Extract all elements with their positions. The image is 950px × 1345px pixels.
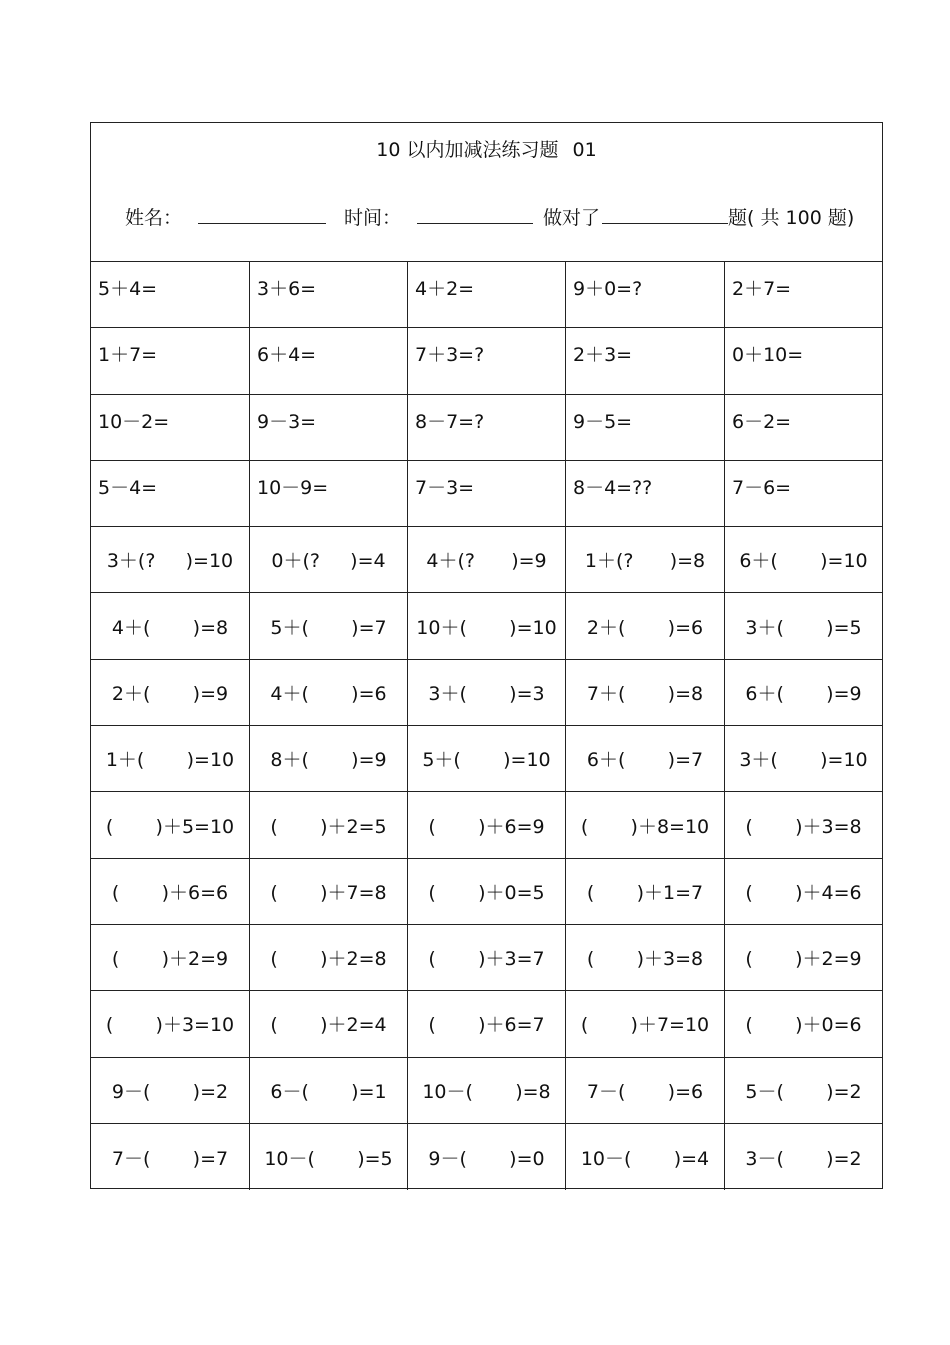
problem-cell: 0＋10=	[725, 328, 882, 394]
problem-cell: ( )＋2=8	[250, 925, 408, 991]
problem-cell: ( )＋3=7	[408, 925, 566, 991]
problem-cell: ( )＋2=5	[250, 792, 408, 858]
problem-cell: 6＋( )=10	[725, 527, 882, 593]
total-label: 题( 共 100 题)	[728, 207, 855, 229]
problem-cell: 9－( )=0	[408, 1124, 566, 1190]
title-number: 01	[572, 139, 597, 161]
problem-cell: 6－2=	[725, 395, 882, 461]
problem-cell: 7＋( )=8	[566, 660, 725, 726]
problem-cell: 5＋( )=7	[250, 593, 408, 659]
problem-cell: 9－5=	[566, 395, 725, 461]
problem-cell: ( )＋6=9	[408, 792, 566, 858]
problem-cell: ( )＋3=10	[91, 991, 250, 1057]
problem-cell: 7－6=	[725, 461, 882, 527]
problem-cell: ( )＋7=10	[566, 991, 725, 1057]
problem-cell: 3＋( )=3	[408, 660, 566, 726]
problem-cell: 10＋( )=10	[408, 593, 566, 659]
problem-cell: 9＋0=?	[566, 262, 725, 328]
problem-cell: 2＋( )=6	[566, 593, 725, 659]
problem-cell: ( )＋3=8	[566, 925, 725, 991]
problem-cell: 4＋2=	[408, 262, 566, 328]
problem-cell: 5－4=	[91, 461, 250, 527]
problem-cell: ( )＋3=8	[725, 792, 882, 858]
problem-cell: 0＋(? )=4	[250, 527, 408, 593]
problem-cell: 2＋7=	[725, 262, 882, 328]
student-info-line	[125, 203, 854, 230]
problem-cell: ( )＋2=9	[91, 925, 250, 991]
problem-cell: 10－( )=5	[250, 1124, 408, 1190]
problem-cell: 1＋(? )=8	[566, 527, 725, 593]
problem-cell: 6－( )=1	[250, 1058, 408, 1124]
problem-cell: ( )＋8=10	[566, 792, 725, 858]
problem-cell: 3＋( )=10	[725, 726, 882, 792]
time-label: 时间：	[344, 207, 402, 229]
problem-cell: 1＋( )=10	[91, 726, 250, 792]
problem-cell: 6＋( )=7	[566, 726, 725, 792]
problem-cell: 3－( )=2	[745, 1147, 862, 1170]
name-label: 姓名：	[125, 207, 183, 229]
problem-cell: ( )＋5=10	[91, 792, 250, 858]
problem-cell: 9－3=	[250, 395, 408, 461]
problem-cell: 4＋( )=6	[250, 660, 408, 726]
problem-cell: 3＋( )=5	[725, 593, 882, 659]
worksheet-title	[91, 135, 882, 162]
problem-cell: 2＋( )=9	[91, 660, 250, 726]
problem-cell: ( )＋2=9	[725, 925, 882, 991]
worksheet	[90, 122, 883, 1189]
correct-label: 做对了	[543, 207, 601, 229]
problem-cell: 7－3=	[408, 461, 566, 527]
problem-cell: 7－( )=6	[566, 1058, 725, 1124]
problem-cell: 9－( )=2	[91, 1058, 250, 1124]
problem-cell: 3＋6=	[250, 262, 408, 328]
time-blank[interactable]	[417, 205, 533, 224]
problem-cell: 10－( )=4	[566, 1124, 725, 1190]
worksheet-header	[91, 123, 882, 262]
problem-cell: ( )＋2=4	[250, 991, 408, 1057]
problem-cell: 2＋3=	[566, 328, 725, 394]
problem-cell: 8－4=??	[566, 461, 725, 527]
problem-cell: ( )＋7=8	[250, 859, 408, 925]
problem-cell: ( )＋6=6	[91, 859, 250, 925]
problem-cell: 7－( )=7	[91, 1124, 250, 1190]
name-blank[interactable]	[198, 205, 326, 224]
problem-cell: 10－9=	[250, 461, 408, 527]
problem-cell: ( )＋1=7	[566, 859, 725, 925]
problem-cell: ( )＋0=6	[725, 991, 882, 1057]
problem-cell: 10－( )=8	[408, 1058, 566, 1124]
problem-cell: 7＋3=?	[408, 328, 566, 394]
problem-cell: 6＋( )=9	[725, 660, 882, 726]
problem-cell: ( )＋4=6	[725, 859, 882, 925]
problem-cell: 1＋7=	[91, 328, 250, 394]
problem-cell: 5－( )=2	[725, 1058, 882, 1124]
problem-grid	[91, 262, 882, 1190]
problem-cell: 3＋(? )=10	[91, 527, 250, 593]
correct-count-blank[interactable]	[602, 205, 728, 224]
problem-cell: 6＋4=	[250, 328, 408, 394]
title-text: 10 以内加减法练习题	[376, 139, 559, 161]
problem-cell: 5＋( )=10	[408, 726, 566, 792]
problem-cell: ( )＋6=7	[408, 991, 566, 1057]
problem-cell: 5＋4=	[91, 262, 250, 328]
problem-cell: 10－2=	[91, 395, 250, 461]
problem-cell: 4＋(? )=9	[408, 527, 566, 593]
problem-cell: 8＋( )=9	[250, 726, 408, 792]
problem-cell: ( )＋0=5	[408, 859, 566, 925]
problem-cell: 4＋( )=8	[91, 593, 250, 659]
problem-cell: 8－7=?	[408, 395, 566, 461]
